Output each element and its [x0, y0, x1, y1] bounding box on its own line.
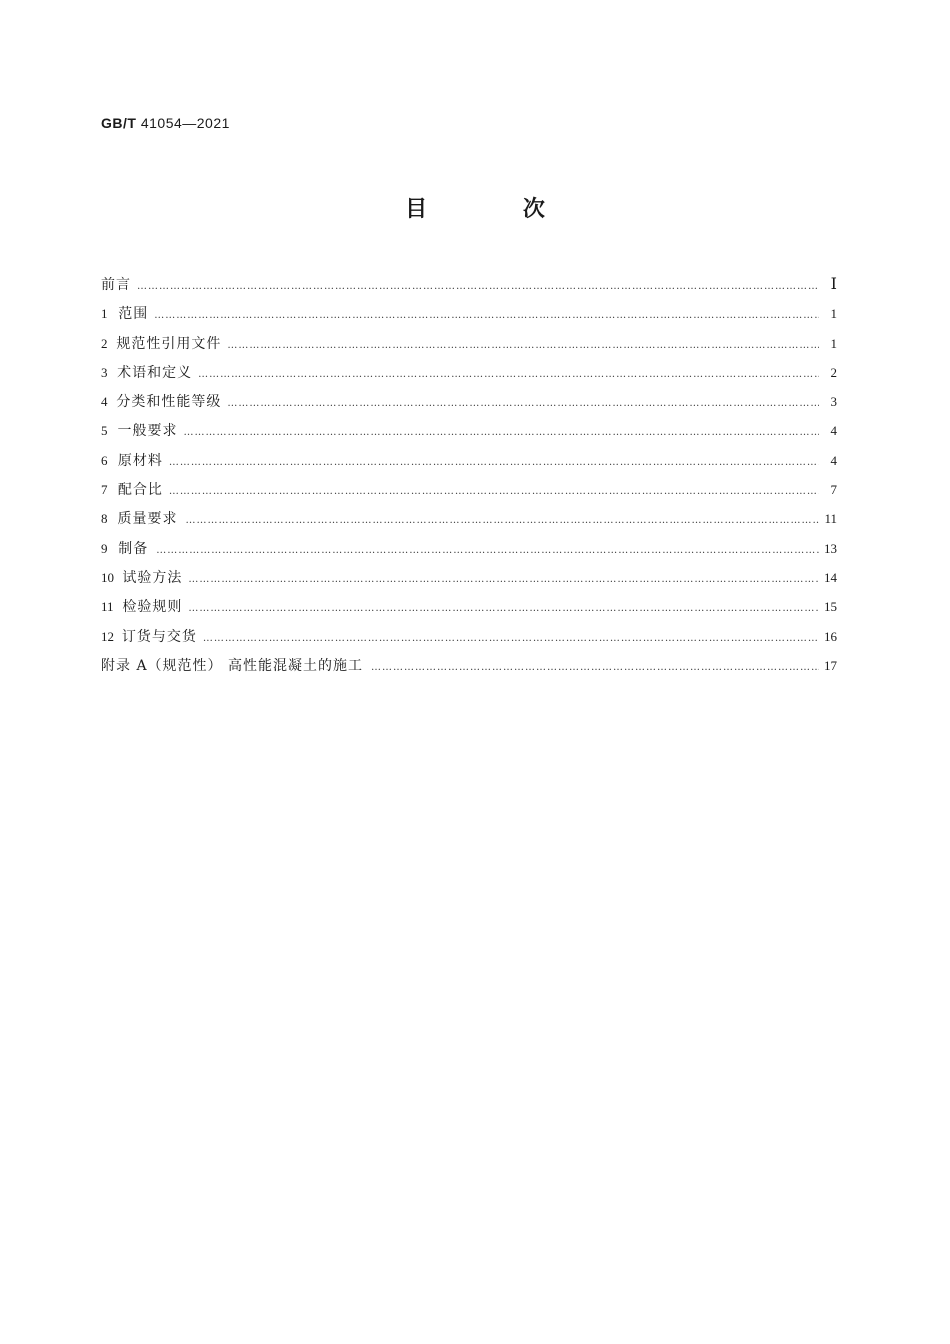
toc-page-number: 17 — [824, 657, 837, 673]
toc-leader-dots — [188, 565, 819, 594]
toc-entry-number: 10 — [101, 569, 114, 585]
toc-entry-text: 质量要求 — [117, 511, 178, 528]
toc-entry-text: 制备 — [118, 540, 149, 557]
toc-entry-5[interactable] — [101, 416, 837, 445]
toc-leader-dots — [154, 301, 819, 330]
toc-entry-number: 11 — [101, 599, 114, 615]
toc-entry-foreword[interactable] — [101, 270, 837, 299]
toc-entry-2[interactable] — [101, 329, 837, 358]
toc-entry-text: 分类和性能等级 — [116, 394, 222, 411]
toc-entry-1[interactable] — [101, 299, 837, 328]
toc-entry-text: 订货与交货 — [121, 628, 197, 645]
toc-page-number: 3 — [830, 394, 837, 410]
toc-leader-dots — [227, 331, 819, 360]
toc-leader-dots — [169, 448, 819, 477]
toc-entry-number: 9 — [101, 540, 108, 556]
toc-entry-annex-a[interactable] — [101, 651, 837, 680]
toc-entry-text: 范围 — [118, 306, 149, 323]
toc-entry-text: 试验方法 — [122, 569, 183, 586]
toc-entry-11[interactable] — [101, 592, 837, 621]
standard-number: 41054—2021 — [140, 115, 230, 131]
toc-leader-dots — [137, 272, 819, 301]
toc-entry-6[interactable] — [101, 446, 837, 475]
toc-entry-number: 5 — [101, 423, 108, 439]
toc-entry-number: 8 — [101, 511, 108, 527]
toc-page-number: 4 — [830, 452, 837, 468]
toc-entry-4[interactable] — [101, 387, 837, 416]
toc-page-number: 2 — [830, 364, 837, 380]
toc-entry-8[interactable] — [101, 504, 837, 533]
toc-entry-number: 2 — [101, 335, 108, 351]
toc-page-number: Ⅰ — [830, 276, 837, 293]
toc-entry-number: 12 — [101, 628, 114, 644]
toc-page-number: 11 — [824, 511, 837, 527]
toc-leader-dots — [198, 360, 819, 389]
page-title: 目 次 — [405, 197, 589, 222]
toc-entry-7[interactable] — [101, 475, 837, 504]
toc-entry-number: 6 — [101, 452, 108, 468]
toc-page-number: 14 — [824, 569, 837, 585]
toc-entry-number: 7 — [101, 482, 108, 498]
toc-page-number: 1 — [830, 306, 837, 322]
toc-page-number: 16 — [824, 628, 837, 644]
toc-page-number: 13 — [824, 540, 837, 556]
toc-entry-text: 配合比 — [117, 482, 163, 499]
standard-prefix: GB/T — [101, 115, 137, 131]
toc-entry-text: 附录 A（规范性） 高性能混凝土的施工 — [101, 657, 364, 674]
toc-entry-3[interactable] — [101, 358, 837, 387]
toc-leader-dots — [188, 594, 819, 623]
toc-entry-10[interactable] — [101, 563, 837, 592]
standard-code — [101, 113, 230, 133]
toc-entry-number: 1 — [101, 306, 108, 322]
toc-leader-dots — [169, 477, 819, 506]
toc-leader-dots — [371, 653, 819, 682]
toc-entry-9[interactable] — [101, 534, 837, 563]
toc-entry-text: 检验规则 — [122, 599, 183, 616]
toc-leader-dots — [156, 536, 819, 565]
toc-page-number: 7 — [830, 482, 837, 498]
toc-entry-number: 3 — [101, 364, 108, 380]
toc-leader-dots — [184, 418, 820, 447]
toc-page-number: 15 — [824, 599, 837, 615]
toc-leader-dots — [185, 506, 819, 535]
toc-entry-number: 4 — [101, 394, 108, 410]
toc-entry-12[interactable] — [101, 622, 837, 651]
toc-leader-dots — [227, 389, 819, 418]
table-of-contents — [101, 270, 837, 680]
toc-page-number: 4 — [830, 423, 837, 439]
toc-leader-dots — [203, 624, 819, 653]
toc-entry-text: 一般要求 — [117, 423, 178, 440]
toc-entry-text: 规范性引用文件 — [116, 335, 222, 352]
toc-page-number: 1 — [830, 335, 837, 351]
toc-entry-text: 术语和定义 — [117, 364, 193, 381]
toc-entry-text: 原材料 — [117, 452, 163, 469]
toc-entry-text: 前言 — [101, 277, 131, 293]
